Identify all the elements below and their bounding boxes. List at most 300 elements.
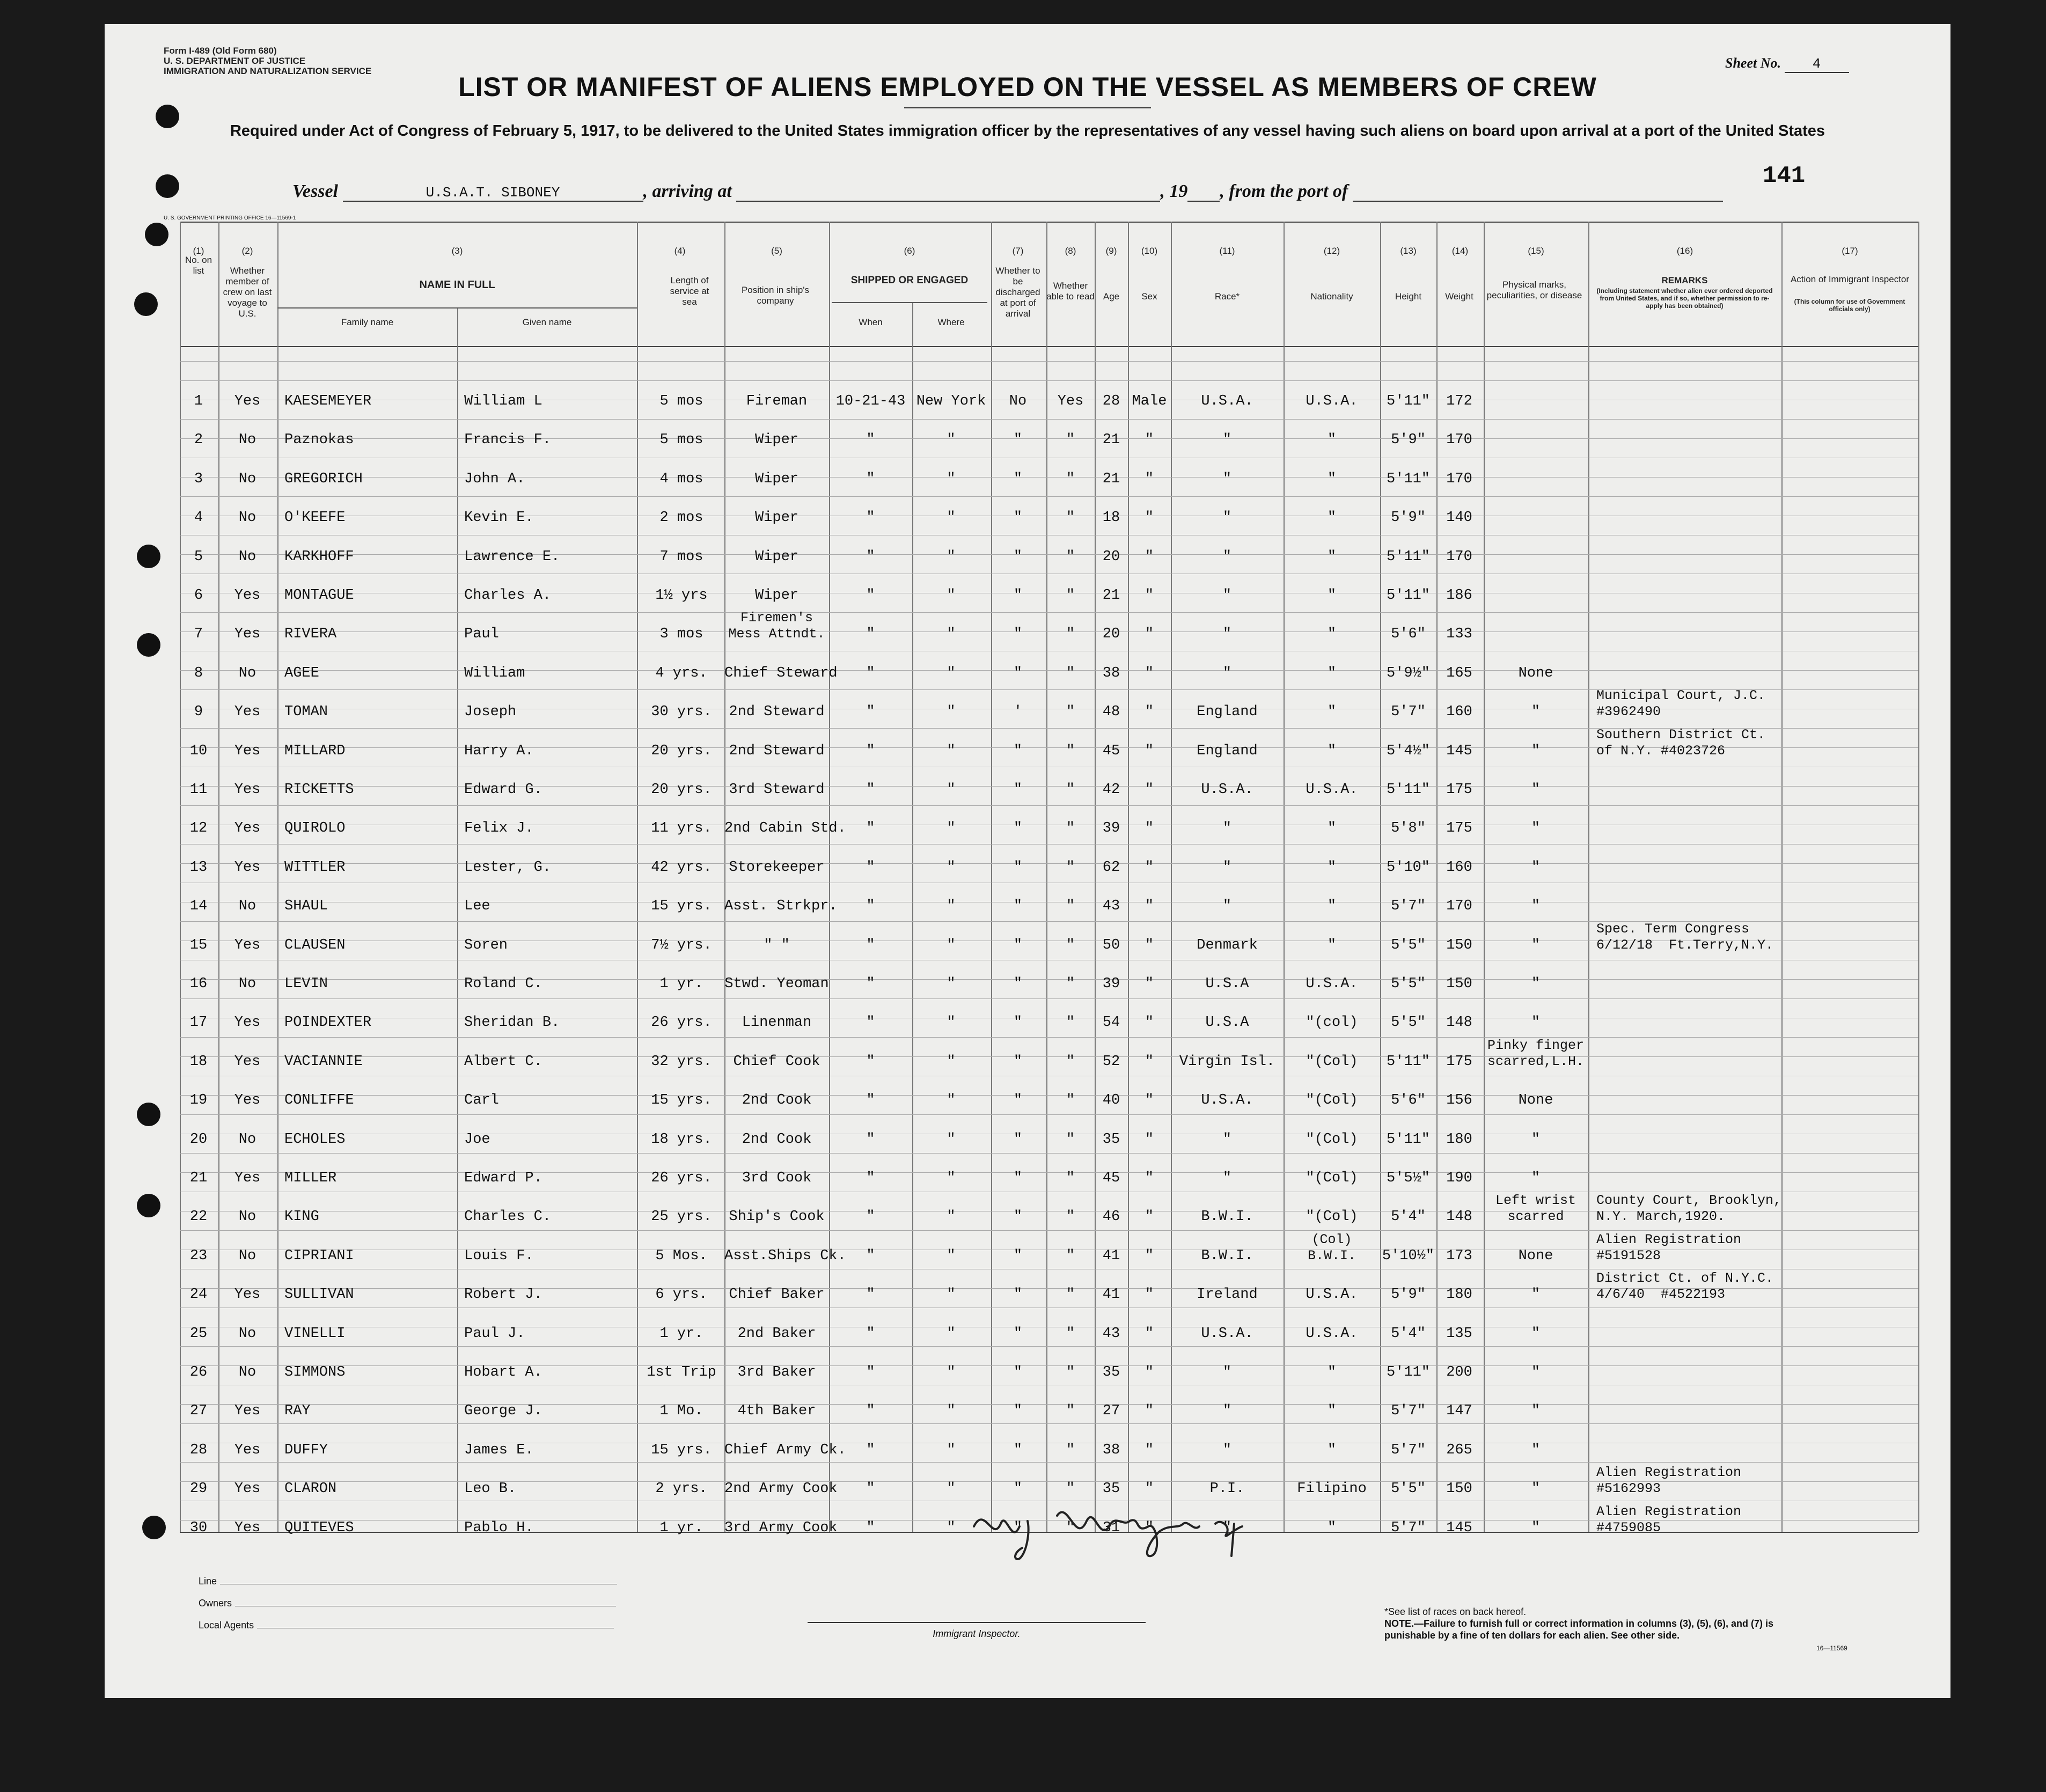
cell-where: New York (916, 393, 986, 409)
cell-when: " (866, 510, 875, 526)
cell-height: 5'11" (1386, 548, 1430, 565)
cell-disch: " (1013, 471, 1023, 487)
cell-sex: " (1145, 1170, 1154, 1186)
cell-weight: 180 (1446, 1131, 1472, 1148)
cell-age: 21 (1102, 587, 1120, 604)
cell-given: Albert C. (464, 1053, 542, 1070)
cell-length: 30 yrs. (651, 704, 712, 721)
cell-race: B.W.I. (1201, 1247, 1253, 1264)
cell-last: No (238, 1131, 256, 1148)
cell-no: 29 (189, 1481, 208, 1497)
row-rule (180, 1230, 1918, 1231)
cell-read: " (1066, 743, 1075, 759)
header-bottom-rule (180, 346, 1918, 347)
arriving-port-field (736, 201, 1160, 202)
cell-height: 5'11" (1386, 393, 1430, 409)
cell-disch: " (1013, 1442, 1023, 1458)
cell-position: Fireman (746, 393, 808, 409)
cell-family: O'KEEFE (284, 510, 346, 526)
cell-no: 11 (189, 782, 208, 798)
column-number: (7) (1012, 246, 1024, 256)
cell-last: No (238, 432, 256, 449)
cell-race: " (1222, 471, 1232, 487)
cell-weight: 150 (1446, 937, 1472, 953)
cell-race: " (1222, 1403, 1232, 1420)
cell-read: " (1066, 820, 1075, 837)
cell-when: " (866, 587, 875, 604)
cell-sex: " (1145, 1442, 1154, 1458)
cell-disch: " (1013, 1053, 1023, 1070)
cell-read: " (1066, 1170, 1075, 1186)
cell-disch: " (1013, 1481, 1023, 1497)
cell-weight: 175 (1446, 1053, 1472, 1070)
cell-disch: " (1013, 1092, 1023, 1109)
cell-weight: 172 (1446, 393, 1472, 409)
cell-family: QUITEVES (284, 1519, 354, 1536)
header-last-voyage: Whether member of crew on last voyage to U.S. (223, 266, 272, 319)
cell-sex: " (1145, 782, 1154, 798)
cell-race: " (1222, 626, 1232, 643)
cell-disch: " (1013, 626, 1023, 643)
cell-weight: 175 (1446, 782, 1472, 798)
cell-no: 24 (189, 1287, 208, 1303)
vessel-name: U.S.A.T. SIBONEY (343, 185, 643, 202)
cell-last: Yes (234, 1053, 261, 1070)
cell-given: Lawrence E. (464, 548, 560, 565)
cell-race: " (1222, 898, 1232, 915)
cell-when: " (866, 1325, 875, 1342)
cell-race: U.S.A. (1201, 782, 1253, 798)
cell-read: " (1066, 626, 1075, 643)
cell-race: " (1222, 665, 1232, 681)
cell-no: 27 (189, 1403, 208, 1420)
header-race: Race* (1214, 291, 1240, 302)
punch-hole (134, 292, 158, 316)
cell-age: 45 (1102, 1170, 1120, 1186)
cell-age: 31 (1102, 1519, 1120, 1536)
cell-no: 5 (194, 548, 203, 565)
cell-family: GREGORICH (284, 471, 363, 487)
cell-sex: " (1145, 471, 1154, 487)
cell-disch: " (1013, 510, 1023, 526)
cell-read: " (1066, 1519, 1075, 1536)
cell-nat: " (1327, 743, 1337, 759)
cell-sex: " (1145, 626, 1154, 643)
cell-no: 9 (194, 704, 203, 721)
column-number: (16) (1676, 246, 1693, 256)
header-action: Action of Immigrant Inspector (1790, 274, 1910, 284)
cell-marks: " (1531, 1325, 1541, 1342)
cell-weight: 160 (1446, 859, 1472, 876)
cell-height: 5'4" (1391, 1325, 1426, 1342)
cell-disch: " (1013, 1131, 1023, 1148)
cell-when: " (866, 1209, 875, 1225)
cell-given: Charles C. (464, 1209, 552, 1225)
cell-remarks: Southern District Ct. of N.Y. #4023726 (1596, 726, 1766, 759)
cell-height: 5'5" (1391, 976, 1426, 992)
cell-when: " (866, 1053, 875, 1070)
cell-where: " (947, 1015, 956, 1031)
cell-age: 45 (1102, 743, 1120, 759)
cell-position: 2nd Cook (742, 1131, 812, 1148)
title-underline (904, 107, 1151, 108)
cell-disch: " (1013, 1519, 1023, 1536)
cell-length: 1 yr. (659, 1519, 703, 1536)
cell-age: 21 (1102, 432, 1120, 449)
cell-read: " (1066, 548, 1075, 565)
cell-nat: "(Col) (1306, 1170, 1358, 1186)
cell-sex: " (1145, 859, 1154, 876)
cell-where: " (947, 1092, 956, 1109)
cell-height: 5'9½" (1386, 665, 1430, 681)
cell-race: " (1222, 432, 1232, 449)
cell-no: 8 (194, 665, 203, 681)
cell-length: 20 yrs. (651, 743, 712, 759)
cell-where: " (947, 937, 956, 953)
cell-when: " (866, 937, 875, 953)
cell-age: 27 (1102, 1403, 1120, 1420)
cell-length: 4 yrs. (655, 665, 708, 681)
cell-where: " (947, 820, 956, 837)
cell-weight: 180 (1446, 1287, 1472, 1303)
cell-sex: " (1145, 1519, 1154, 1536)
cell-race: U.S.A. (1201, 1092, 1253, 1109)
cell-race: " (1222, 859, 1232, 876)
cell-given: William L (464, 393, 542, 409)
cell-race: " (1222, 510, 1232, 526)
cell-last: No (238, 1209, 256, 1225)
cell-remarks: Spec. Term Congress 6/12/18 Ft.Terry,N.Y. (1596, 921, 1774, 953)
cell-read: " (1066, 1209, 1075, 1225)
cell-marks: " (1531, 937, 1541, 953)
cell-last: Yes (234, 1481, 261, 1497)
cell-no: 1 (194, 393, 203, 409)
cell-length: 6 yrs. (655, 1287, 708, 1303)
cell-remarks: Alien Registration #5162993 (1596, 1465, 1742, 1497)
cell-no: 22 (189, 1209, 208, 1225)
cell-length: 25 yrs. (651, 1209, 712, 1225)
cell-nat: " (1327, 1364, 1337, 1380)
column-number: (5) (771, 246, 782, 256)
cell-nat: "(Col) (1306, 1209, 1358, 1225)
cell-given: Kevin E. (464, 510, 534, 526)
shipped-header-rule (832, 302, 987, 303)
cell-position: Wiper (754, 471, 798, 487)
cell-given: Harry A. (464, 743, 534, 759)
cell-height: 5'8" (1391, 820, 1426, 837)
cell-read: " (1066, 1131, 1075, 1148)
header-family-name: Family name (341, 317, 394, 327)
cell-disch: " (1013, 859, 1023, 876)
cell-nat: " (1327, 704, 1337, 721)
cell-no: 16 (189, 976, 208, 992)
cell-given: John A. (464, 471, 525, 487)
cell-family: CLAUSEN (284, 937, 346, 953)
cell-length: 1 yr. (659, 1325, 703, 1342)
cell-last: Yes (234, 1092, 261, 1109)
cell-disch: " (1013, 937, 1023, 953)
page-subtitle: Required under Act of Congress of February 5, 1917, to be delivered to the United States immigration officer by the representatives of any vessel having such aliens on board upon arrival at a port of the United States (230, 122, 1825, 139)
row-rule (180, 1462, 1918, 1463)
cell-disch: " (1013, 820, 1023, 837)
form-identifier: Form I-489 (Old Form 680) U. S. DEPARTMENT OF JUSTICE IMMIGRATION AND NATURALIZATION SERVICE (164, 46, 372, 76)
cell-length: 15 yrs. (651, 1092, 712, 1109)
cell-age: 62 (1102, 859, 1120, 876)
cell-given: Joe (464, 1131, 490, 1148)
cell-read: " (1066, 1481, 1075, 1497)
cell-last: No (238, 1364, 256, 1380)
cell-when: " (866, 1287, 875, 1303)
cell-last: Yes (234, 937, 261, 953)
cell-race: U.S.A (1205, 976, 1249, 992)
cell-age: 35 (1102, 1364, 1120, 1380)
column-number: (14) (1451, 246, 1469, 256)
cell-read: " (1066, 1092, 1075, 1109)
header-position: Position in ship's company (741, 285, 810, 306)
cell-family: CLARON (284, 1481, 337, 1497)
cell-where: " (947, 1247, 956, 1264)
cell-sex: " (1145, 1247, 1154, 1264)
cell-age: 35 (1102, 1131, 1120, 1148)
cell-given: William (464, 665, 525, 681)
cell-no: 18 (189, 1053, 208, 1070)
cell-length: 26 yrs. (651, 1015, 712, 1031)
cell-last: Yes (234, 1519, 261, 1536)
cell-position: 2nd Cook (742, 1092, 812, 1109)
cell-nat: " (1327, 626, 1337, 643)
column-number: (6) (904, 246, 915, 256)
cell-marks: " (1531, 1519, 1541, 1536)
cell-length: 26 yrs. (651, 1170, 712, 1186)
table-top-rule (180, 222, 1918, 223)
cell-position: Linenman (742, 1015, 812, 1031)
cell-age: 20 (1102, 548, 1120, 565)
cell-position: 2nd Cabin Std. (724, 820, 846, 837)
cell-family: RIVERA (284, 626, 337, 643)
cell-height: 5'7" (1391, 1403, 1426, 1420)
cell-given: George J. (464, 1403, 542, 1420)
cell-no: 21 (189, 1170, 208, 1186)
cell-length: 1½ yrs (655, 587, 708, 604)
row-rule (180, 1346, 1918, 1347)
column-number: (10) (1141, 246, 1158, 256)
cell-last: Yes (234, 820, 261, 837)
column-rule (1918, 222, 1919, 1532)
punch-hole (137, 545, 160, 568)
cell-no: 26 (189, 1364, 208, 1380)
cell-race: U.S.A. (1201, 393, 1253, 409)
punch-hole (137, 1194, 160, 1217)
column-number: (8) (1065, 246, 1076, 256)
cell-weight: 150 (1446, 1481, 1472, 1497)
cell-where: " (947, 1325, 956, 1342)
header-action-note: (This column for use of Government officials only) (1794, 298, 1905, 313)
cell-nat: " (1327, 587, 1337, 604)
cell-read: " (1066, 704, 1075, 721)
cell-family: MONTAGUE (284, 587, 354, 604)
cell-nat: "(Col) (1306, 1131, 1358, 1148)
cell-no: 2 (194, 432, 203, 449)
cell-last: Yes (234, 587, 261, 604)
header-remarks-note: (Including statement whether alien ever ordered deported from United States, and if so, whether permission to re-apply has been obtained) (1596, 287, 1773, 310)
row-rule (180, 805, 1918, 806)
cell-when: " (866, 471, 875, 487)
cell-where: " (947, 782, 956, 798)
punch-hole (137, 633, 160, 657)
cell-marks: " (1531, 859, 1541, 876)
punch-hole (156, 174, 179, 198)
cell-weight: 160 (1446, 704, 1472, 721)
cell-given: Charles A. (464, 587, 552, 604)
cell-read: " (1066, 1287, 1075, 1303)
cell-given: Robert J. (464, 1287, 542, 1303)
header-where: Where (937, 317, 965, 327)
cell-sex: " (1145, 704, 1154, 721)
cell-position: 2nd Steward (729, 704, 825, 721)
cell-no: 4 (194, 510, 203, 526)
cell-weight: 145 (1446, 1519, 1472, 1536)
cell-family: KAESEMEYER (284, 393, 372, 409)
cell-last: Yes (234, 1015, 261, 1031)
cell-read: " (1066, 976, 1075, 992)
cell-family: ECHOLES (284, 1131, 346, 1148)
page-title: LIST OR MANIFEST OF ALIENS EMPLOYED ON THE VESSEL AS MEMBERS OF CREW (458, 72, 1597, 102)
cell-family: KARKHOFF (284, 548, 354, 565)
cell-disch: " (1013, 432, 1023, 449)
cell-marks: " (1531, 1442, 1541, 1458)
cell-weight: 265 (1446, 1442, 1472, 1458)
cell-height: 5'5½" (1386, 1170, 1430, 1186)
sheet-number-value: 4 (1785, 56, 1849, 73)
column-rule (912, 303, 913, 1532)
cell-position: Chief Army Ck. (724, 1442, 846, 1458)
cell-age: 20 (1102, 626, 1120, 643)
cell-when: " (866, 432, 875, 449)
cell-given: Roland C. (464, 976, 542, 992)
cell-marks: " (1531, 1131, 1541, 1148)
cell-family: Paznokas (284, 432, 354, 449)
cell-age: 41 (1102, 1287, 1120, 1303)
cell-where: " (947, 898, 956, 915)
cell-last: Yes (234, 393, 261, 409)
cell-weight: 148 (1446, 1015, 1472, 1031)
cell-race: " (1222, 1131, 1232, 1148)
cell-marks: Pinky finger scarred,L.H. (1487, 1037, 1585, 1069)
cell-age: 52 (1102, 1053, 1120, 1070)
inspector-signature (963, 1494, 1264, 1569)
cell-nat: " (1327, 548, 1337, 565)
cell-position: Ship's Cook (729, 1209, 825, 1225)
cell-given: Hobart A. (464, 1364, 542, 1380)
cell-read: " (1066, 1053, 1075, 1070)
cell-marks: " (1531, 1287, 1541, 1303)
column-number: (15) (1528, 246, 1544, 256)
cell-when: " (866, 548, 875, 565)
row-rule (180, 361, 1918, 362)
cell-disch: " (1013, 743, 1023, 759)
cell-last: No (238, 976, 256, 992)
cell-family: CIPRIANI (284, 1247, 354, 1264)
cell-race: Denmark (1197, 937, 1258, 953)
cell-marks: " (1531, 898, 1541, 915)
cell-when: " (866, 704, 875, 721)
column-rule (1781, 222, 1783, 1532)
cell-length: 5 Mos. (655, 1247, 708, 1264)
cell-height: 5'7" (1391, 1519, 1426, 1536)
row-rule (180, 1423, 1918, 1424)
punch-hole (137, 1103, 160, 1126)
cell-position: Storekeeper (729, 859, 825, 876)
header-discharged: Whether to be discharged at port of arrival (995, 266, 1040, 319)
column-number: (17) (1842, 246, 1858, 256)
cell-when: " (866, 1247, 875, 1264)
cell-read: " (1066, 1247, 1075, 1264)
cell-height: 5'11" (1386, 782, 1430, 798)
column-number: (3) (451, 246, 463, 256)
cell-where: " (947, 743, 956, 759)
cell-age: 18 (1102, 510, 1120, 526)
header-sex: Sex (1141, 291, 1157, 302)
inspector-signature-line (808, 1622, 1146, 1623)
cell-marks: " (1531, 1481, 1541, 1497)
cell-position: Asst. Strkpr. (724, 898, 838, 915)
header-when: When (859, 317, 883, 327)
cell-race: " (1222, 1170, 1232, 1186)
cell-race: U.S.A (1205, 1015, 1249, 1031)
cell-marks: Left wrist scarred (1495, 1193, 1576, 1225)
header-able-read: Whether able to read (1046, 281, 1095, 302)
row-rule (180, 380, 1918, 381)
cell-nat: (Col) B.W.I. (1307, 1231, 1356, 1264)
cell-age: 35 (1102, 1481, 1120, 1497)
header-height: Height (1395, 291, 1422, 302)
cell-weight: 170 (1446, 471, 1472, 487)
cell-nat: " (1327, 665, 1337, 681)
cell-sex: " (1145, 432, 1154, 449)
cell-disch: " (1013, 976, 1023, 992)
stamp-number: 141 (1763, 163, 1806, 189)
cell-nat: " (1327, 471, 1337, 487)
cell-race: Virgin Isl. (1179, 1053, 1275, 1070)
cell-disch: ' (1013, 704, 1023, 721)
cell-where: " (947, 510, 956, 526)
cell-age: 48 (1102, 704, 1120, 721)
cell-position: Asst.Ships Ck. (724, 1247, 846, 1264)
cell-last: Yes (234, 1287, 261, 1303)
cell-last: Yes (234, 704, 261, 721)
cell-age: 46 (1102, 1209, 1120, 1225)
cell-age: 40 (1102, 1092, 1120, 1109)
cell-family: VINELLI (284, 1325, 346, 1342)
cell-when: 10-21-43 (835, 393, 906, 409)
column-rule (637, 222, 638, 1532)
cell-position: 3rd Baker (737, 1364, 816, 1380)
cell-last: Yes (234, 782, 261, 798)
header-shipped: SHIPPED OR ENGAGED (850, 275, 969, 286)
cell-given: Pablo H. (464, 1519, 534, 1536)
cell-when: " (866, 1092, 875, 1109)
cell-last: No (238, 1247, 256, 1264)
cell-no: 19 (189, 1092, 208, 1109)
row-rule (180, 419, 1918, 420)
cell-disch: " (1013, 1209, 1023, 1225)
cell-when: " (866, 898, 875, 915)
cell-height: 5'10½" (1382, 1247, 1435, 1264)
cell-where: " (947, 976, 956, 992)
cell-race: " (1222, 1364, 1232, 1380)
cell-family: WITTLER (284, 859, 346, 876)
cell-when: " (866, 1403, 875, 1420)
